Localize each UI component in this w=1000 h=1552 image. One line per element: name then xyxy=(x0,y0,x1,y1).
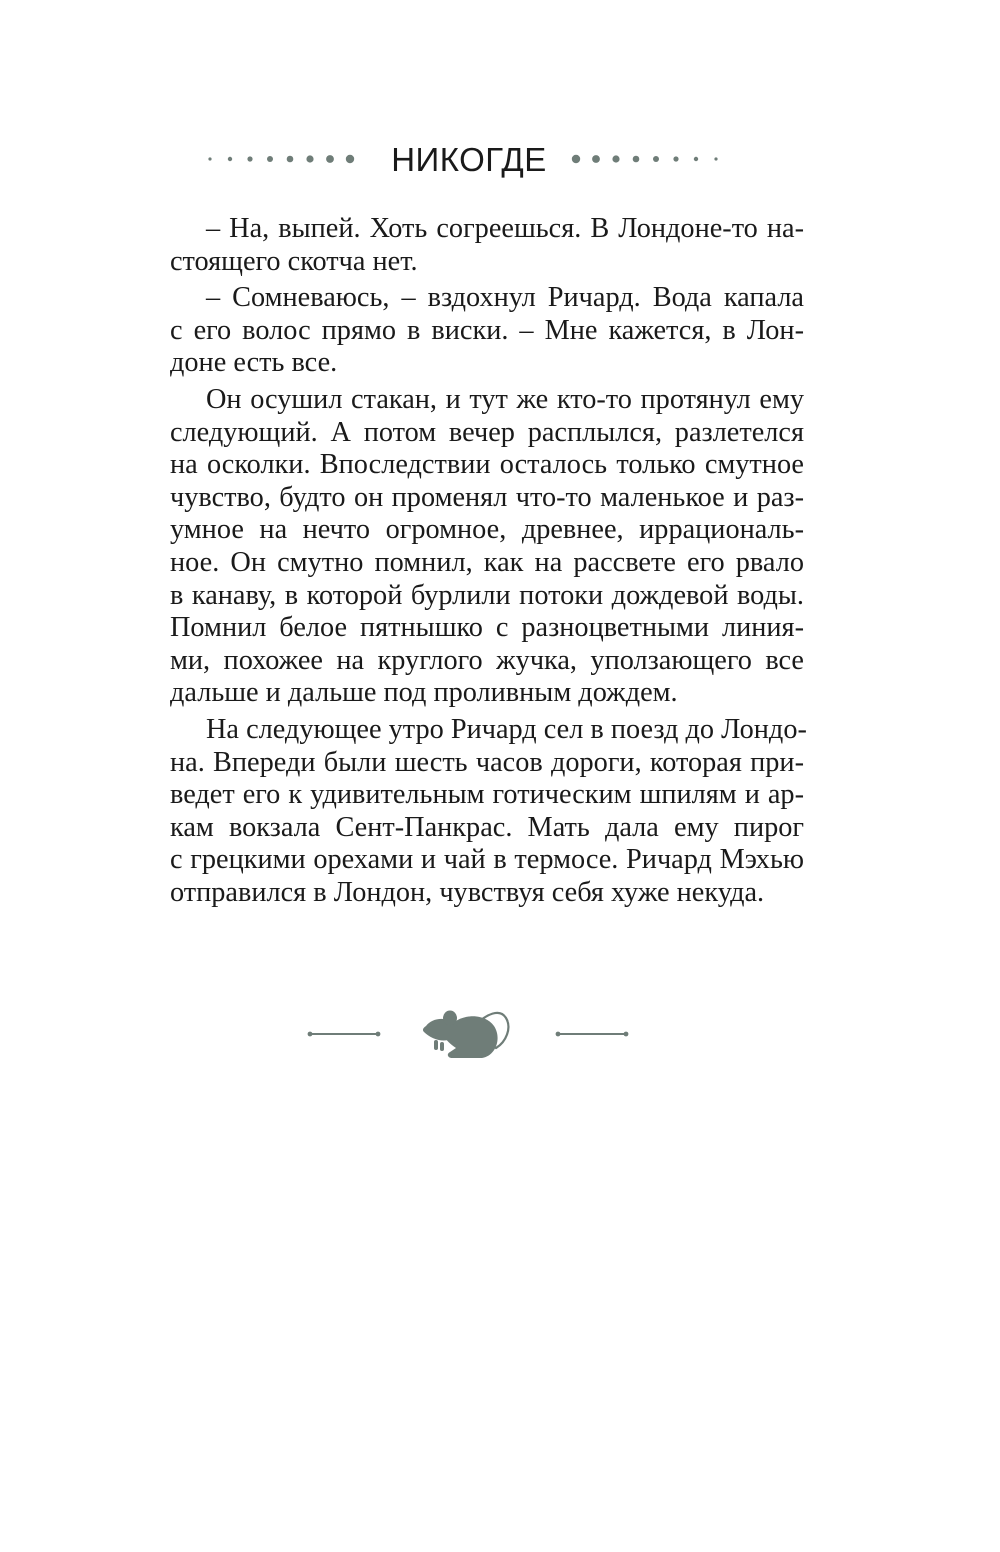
text-line: доне есть все. xyxy=(170,347,338,379)
text-line: на. Впереди были шесть часов дороги, которая при- xyxy=(170,746,804,778)
text-line: Он осушил стакан, и тут же кто-то протянул ему xyxy=(206,383,804,415)
text-line: отправился в Лондон, чувствуя себя хуже некуда. xyxy=(170,876,765,908)
text-line: дальше и дальше под проливным дождем. xyxy=(170,677,678,709)
header-dots-right xyxy=(566,132,736,188)
text-line: с грецкими орехами и чай в термосе. Ричард Мэхью xyxy=(170,844,804,876)
text-line: на осколки. Впоследствии осталось только смутное xyxy=(170,449,804,481)
text-line: – Сомневаюсь, – вздохнул Ричард. Вода капала xyxy=(206,282,804,314)
paragraph xyxy=(134,282,804,380)
text-line: с его волос прямо в виски. – Мне кажется, в Лон- xyxy=(170,314,804,346)
ornament-rule-left xyxy=(308,1032,381,1037)
text-line: ное. Он смутно помнил, как на рассвете его рвало xyxy=(170,546,804,578)
text-line: ведет его к удивительным готическим шпилям и ар- xyxy=(170,779,804,811)
text-line: кам вокзала Сент-Панкрас. Мать дала ему пирог xyxy=(170,811,804,843)
text-line: Помнил белое пятнышко с разноцветными линия- xyxy=(170,612,804,644)
running-header xyxy=(0,132,1000,188)
text-line: ми, похожее на круглого жучка, уползающего все xyxy=(170,644,804,676)
header-dots-left xyxy=(200,132,370,188)
ornament-rule-right xyxy=(556,1032,629,1037)
body-text xyxy=(134,213,807,913)
mouse-icon xyxy=(423,1011,508,1059)
text-line: в канаву, в которой бурлили потоки дождевой воды. xyxy=(170,579,804,611)
text-line: умное на нечто огромное, древнее, иррациональ- xyxy=(170,514,804,546)
text-line: На следующее утро Ричард сел в поезд до Лондо- xyxy=(206,713,807,745)
text-line: – На, выпей. Хоть согреешься. В Лондоне-то на- xyxy=(206,213,804,244)
text-line: стоящего скотча нет. xyxy=(170,245,418,277)
paragraph xyxy=(134,213,804,278)
text-line: чувство, будто он променял что-то маленькое и раз- xyxy=(170,481,804,513)
chapter-ornament xyxy=(300,996,640,1068)
paragraph xyxy=(134,384,804,710)
text-line: следующий. А потом вечер расплылся, разлетелся xyxy=(170,416,804,448)
book-title: НИКОГДЕ xyxy=(391,141,547,178)
paragraph xyxy=(134,713,807,910)
